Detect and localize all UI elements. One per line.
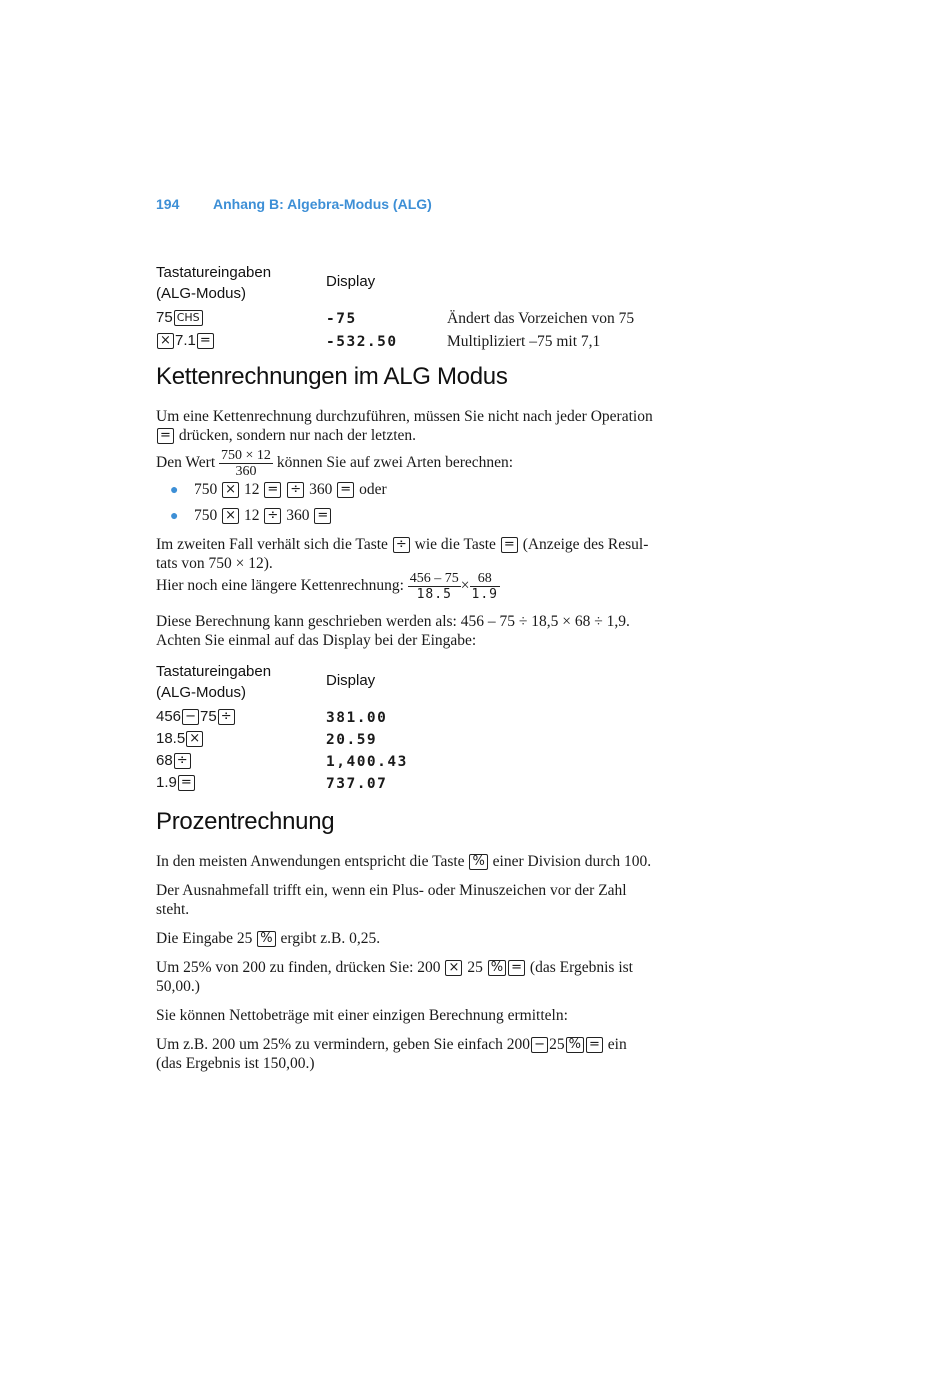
text: oder bbox=[359, 481, 387, 498]
paragraph-second-case bbox=[156, 535, 696, 573]
fraction-numerator: 750 × 12 bbox=[221, 448, 271, 463]
input-number: 18.5 bbox=[156, 730, 186, 747]
paragraph-chain-intro bbox=[156, 407, 696, 445]
paragraph-net-amounts: Sie können Nettobeträge mit einer einzigen Berechnung ermitteln: bbox=[156, 1007, 568, 1024]
text: können Sie auf zwei Arten berechnen: bbox=[276, 454, 514, 472]
input-number: 68 bbox=[156, 752, 173, 769]
text: Um 25% von 200 zu finden, drücken Sie: 200 bbox=[156, 959, 441, 976]
table2-col1-header-line1: Tastatureingaben bbox=[156, 663, 272, 680]
table2-row2-input bbox=[156, 730, 204, 748]
table2-col2-header: Display bbox=[326, 672, 376, 689]
paragraph-25-of-200 bbox=[156, 958, 696, 996]
divide-key: ÷ bbox=[264, 508, 281, 524]
multiply-key: × bbox=[445, 960, 462, 976]
table2-row1-display: 381.00 bbox=[326, 710, 388, 726]
equals-key: = bbox=[197, 333, 214, 349]
table1-row1-input bbox=[156, 309, 204, 327]
text: Den Wert bbox=[156, 454, 216, 472]
equals-key: = bbox=[157, 428, 174, 444]
multiply-key: × bbox=[186, 731, 203, 747]
equals-key: = bbox=[586, 1037, 603, 1053]
paragraph-longer-chain bbox=[156, 571, 500, 602]
input-number: 75 bbox=[200, 708, 217, 725]
text: (Anzeige des Resul- bbox=[522, 536, 649, 553]
table2-row4-input bbox=[156, 774, 196, 792]
paragraph-reduce-200 bbox=[156, 1035, 696, 1073]
text: Um z.B. 200 um 25% zu vermindern, geben Sie einfach 200 bbox=[156, 1036, 531, 1053]
table2-row2-display: 20.59 bbox=[326, 732, 378, 748]
table2-row1-input bbox=[156, 708, 236, 726]
fraction-numerator: 456 – 75 bbox=[409, 571, 459, 586]
text-line: steht. bbox=[156, 901, 190, 918]
input-number: 1.9 bbox=[156, 774, 177, 791]
text: 360 bbox=[286, 507, 310, 524]
chapter-title: Anhang B: Algebra-Modus (ALG) bbox=[213, 196, 432, 212]
table1-row2-desc: Multipliziert –75 mit 7,1 bbox=[447, 333, 601, 350]
paragraph-value bbox=[156, 448, 513, 479]
text: ergibt z.B. 0,25. bbox=[280, 930, 381, 947]
minus-key: − bbox=[531, 1037, 548, 1053]
text-line: Um eine Kettenrechnung durchzuführen, müssen Sie nicht nach jeder Operation bbox=[156, 408, 653, 425]
divide-key: ÷ bbox=[218, 709, 235, 725]
fraction-456-75-18.5 bbox=[408, 571, 461, 602]
table2-col1-header bbox=[156, 661, 271, 703]
section-heading-prozentrechnung: Prozentrechnung bbox=[156, 808, 335, 835]
text: 750 bbox=[193, 507, 218, 524]
text: 25 bbox=[549, 1036, 565, 1053]
fraction-denominator: 360 bbox=[235, 464, 257, 479]
text: (das Ergebnis ist bbox=[529, 959, 633, 976]
text: wie die Taste bbox=[414, 536, 496, 553]
equals-key: = bbox=[314, 508, 331, 524]
text-line: Diese Berechnung kann geschrieben werden als: 456 – 75 ÷ 18,5 × 68 ÷ 1,9. bbox=[156, 613, 630, 630]
multiply-key: × bbox=[222, 482, 239, 498]
table2-row3-input bbox=[156, 752, 192, 770]
text-line: Der Ausnahmefall trifft ein, wenn ein Plus- oder Minuszeichen vor der Zahl bbox=[156, 882, 627, 899]
percent-key: % bbox=[257, 931, 275, 947]
paragraph-exception bbox=[156, 881, 696, 919]
multiply-key: × bbox=[222, 508, 239, 524]
times-sign: × bbox=[460, 577, 470, 595]
divide-key: ÷ bbox=[287, 482, 304, 498]
table1-col1-header bbox=[156, 262, 271, 304]
fraction-68-1.9 bbox=[470, 571, 500, 602]
table1-row2-input bbox=[156, 332, 215, 350]
running-header bbox=[156, 196, 432, 212]
table1-row1-display: -75 bbox=[326, 311, 357, 327]
input-number: 7.1 bbox=[175, 332, 196, 349]
divide-key: ÷ bbox=[174, 753, 191, 769]
percent-key: % bbox=[488, 960, 506, 976]
percent-key: % bbox=[469, 854, 487, 870]
equals-key: = bbox=[264, 482, 281, 498]
table1-col2-header: Display bbox=[326, 273, 376, 290]
multiply-key: × bbox=[157, 333, 174, 349]
equals-key: = bbox=[501, 537, 518, 553]
text: 12 bbox=[243, 481, 260, 498]
text-line: Achten Sie einmal auf das Display bei der Eingabe: bbox=[156, 632, 477, 649]
paragraph-calc-written bbox=[156, 612, 696, 650]
table2-col1-header-line2: (ALG-Modus) bbox=[156, 684, 247, 701]
text: 25 bbox=[467, 959, 483, 976]
paragraph-example-25 bbox=[156, 929, 380, 948]
table1-row1-desc: Ändert das Vorzeichen von 75 bbox=[447, 310, 635, 327]
equals-key: = bbox=[337, 482, 354, 498]
paragraph-percent-key bbox=[156, 852, 651, 871]
bullet-icon: ● bbox=[170, 483, 179, 498]
percent-key: % bbox=[566, 1037, 584, 1053]
text: Im zweiten Fall verhält sich die Taste bbox=[156, 536, 388, 553]
text: 750 bbox=[193, 481, 218, 498]
equals-key: = bbox=[178, 775, 195, 791]
bullet-item-1 bbox=[170, 480, 387, 500]
equals-key: = bbox=[508, 960, 525, 976]
minus-key: − bbox=[182, 709, 199, 725]
page-number: 194 bbox=[156, 196, 180, 212]
fraction-denominator: 18.5 bbox=[416, 587, 452, 602]
text: In den meisten Anwendungen entspricht die Taste bbox=[156, 853, 465, 870]
text: 360 bbox=[309, 481, 333, 498]
input-number: 75 bbox=[156, 309, 173, 326]
fraction-denominator: 1.9 bbox=[471, 587, 498, 602]
text-line: 50,00.) bbox=[156, 978, 200, 995]
table1-row2-display: -532.50 bbox=[326, 334, 398, 350]
text: 12 bbox=[243, 507, 260, 524]
fraction-750x12-360 bbox=[219, 448, 273, 479]
divide-key: ÷ bbox=[393, 537, 410, 553]
section-heading-kettenrechnungen: Kettenrechnungen im ALG Modus bbox=[156, 363, 508, 390]
input-number: 456 bbox=[156, 708, 182, 725]
text-line: (das Ergebnis ist 150,00.) bbox=[156, 1055, 315, 1072]
text: Die Eingabe 25 bbox=[156, 930, 253, 947]
bullet-item-2 bbox=[170, 506, 332, 526]
table2-row3-display: 1,400.43 bbox=[326, 754, 408, 770]
text: einer Division durch 100. bbox=[492, 853, 652, 870]
table1-col1-header-line1: Tastatureingaben bbox=[156, 264, 272, 281]
chs-key: CHS bbox=[174, 310, 203, 326]
bullet-icon: ● bbox=[170, 509, 179, 524]
table1-col1-header-line2: (ALG-Modus) bbox=[156, 285, 247, 302]
table2-row4-display: 737.07 bbox=[326, 776, 388, 792]
fraction-numerator: 68 bbox=[470, 571, 500, 587]
text-line: tats von 750 × 12). bbox=[156, 555, 273, 572]
text: Hier noch eine längere Kettenrechnung: bbox=[156, 577, 404, 595]
text: ein bbox=[607, 1036, 627, 1053]
text-line: drücken, sondern nur nach der letzten. bbox=[178, 427, 417, 444]
